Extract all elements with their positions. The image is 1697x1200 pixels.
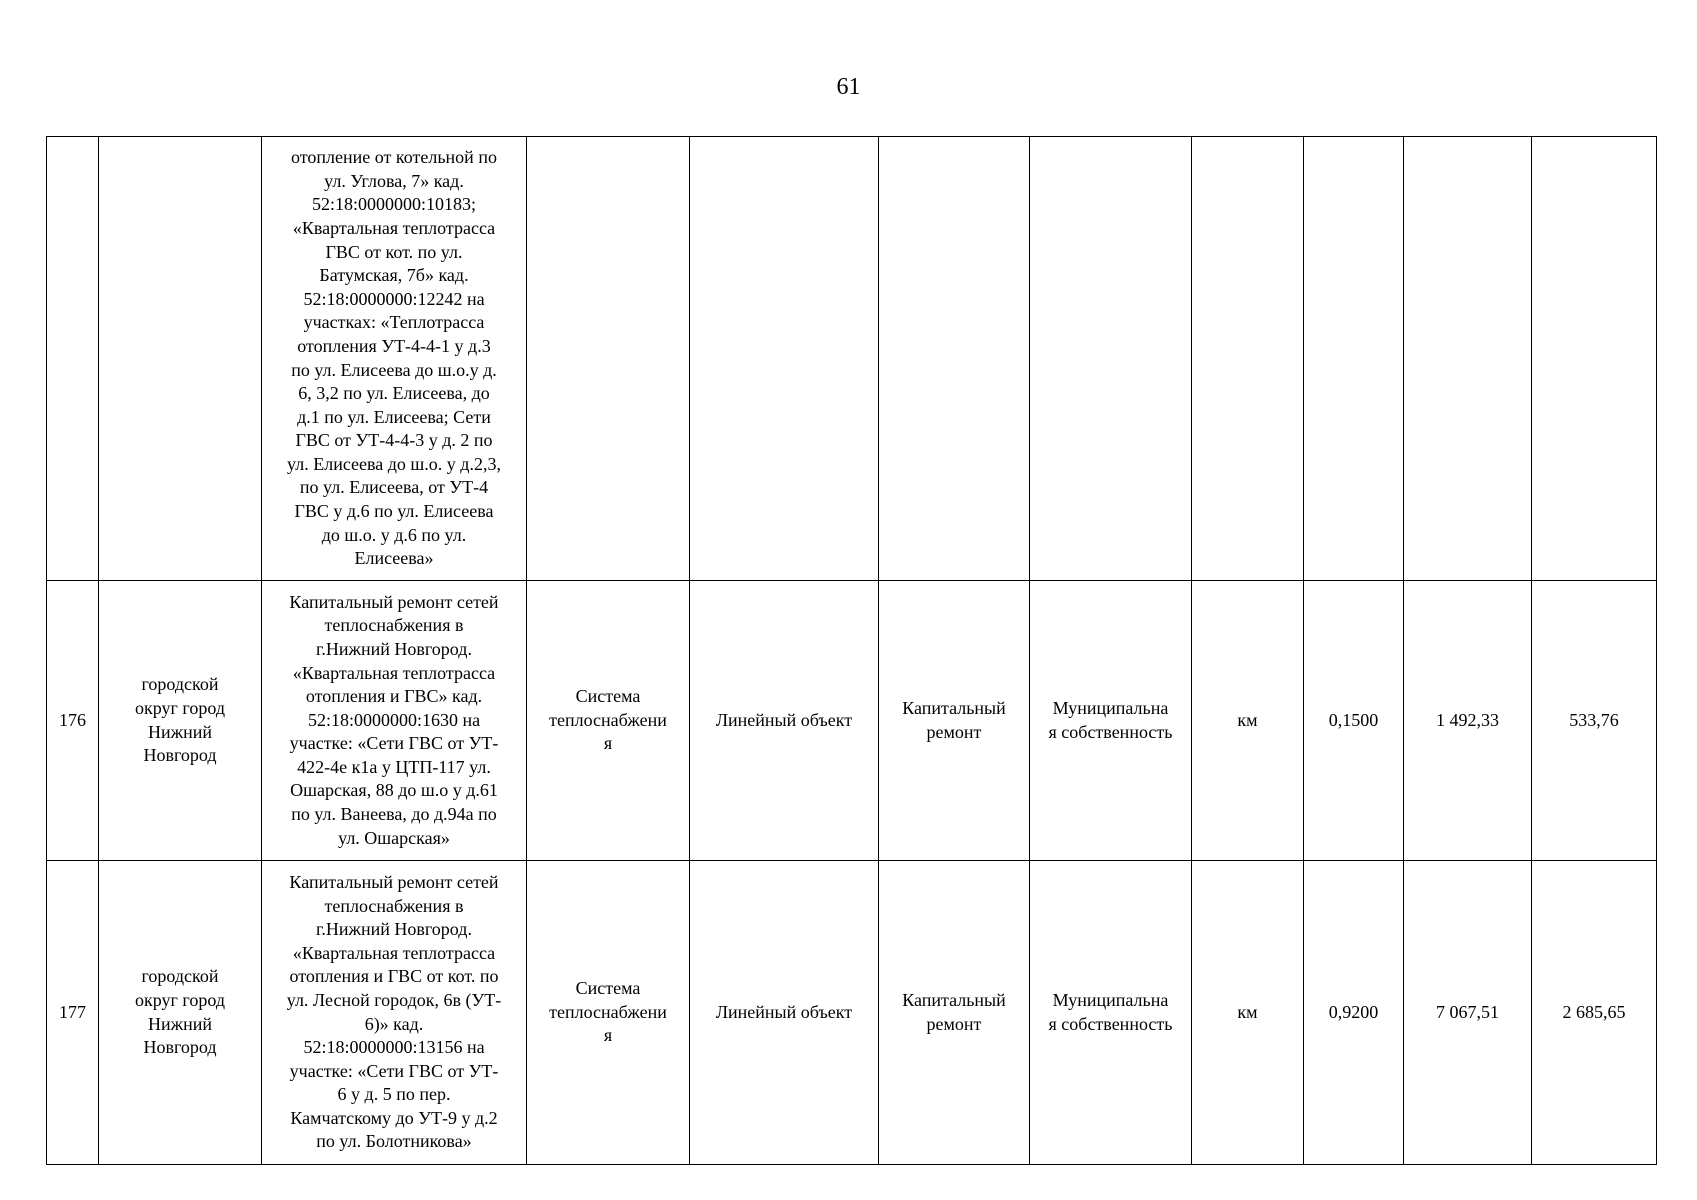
cell-unit: км (1192, 581, 1304, 861)
cell-ownership (1030, 137, 1192, 581)
cell-ownership: Муниципальна я собственность (1030, 581, 1192, 861)
cell-cost-share (1532, 137, 1657, 581)
cell-description: отопление от котельной по ул. Углова, 7» кад. 52:18:0000000:10183; «Квартальная теплотрасса ГВС от кот. по ул. Батумская, 7б» кад. 52:18:0000000:12242 на участках: «Теплотрасса отопления УТ-4-4-1 у д.3 по ул. Елисеева до ш.о.у д. 6, 3,2 по ул. Елисеева, до д.1 по ул. Елисеева; Сети ГВС от УТ-4-4-3 у д. 2 по ул. Елисеева до ш.о. у д.2,3, по ул. Елисеева, от УТ-4 ГВС у д.6 по ул. Елисеева до ш.о. у д.6 по ул. Елисеева» (262, 137, 527, 581)
cell-system: Система теплоснабжени я (527, 581, 690, 861)
cell-unit (1192, 137, 1304, 581)
cell-description: Капитальный ремонт сетей теплоснабжения в г.Нижний Новгород. «Квартальная теплотрасса отопления и ГВС» кад. 52:18:0000000:1630 на участке: «Сети ГВС от УТ- 422-4е к1а у ЦТП-117 ул. Ошарская, 88 до ш.о у д.61 по ул. Ванеева, до д.94а по ул. Ошарская» (262, 581, 527, 861)
table-row (47, 137, 1657, 581)
cell-system: Система теплоснабжени я (527, 861, 690, 1165)
cell-quantity (1304, 137, 1404, 581)
cell-description: Капитальный ремонт сетей теплоснабжения в г.Нижний Новгород. «Квартальная теплотрасса отопления и ГВС от кот. по ул. Лесной городок, 6в (УТ- 6)» кад. 52:18:0000000:13156 на участке: «Сети ГВС от УТ- 6 у д. 5 по пер. Камчатскому до УТ-9 у д.2 по ул. Болотникова» (262, 861, 527, 1165)
cell-cost-total: 7 067,51 (1404, 861, 1532, 1165)
cell-work-type (879, 137, 1030, 581)
cell-district: городской округ город Нижний Новгород (99, 861, 262, 1165)
cell-object-type (690, 137, 879, 581)
cell-district: городской округ город Нижний Новгород (99, 581, 262, 861)
cell-unit: км (1192, 861, 1304, 1165)
cell-number: 176 (47, 581, 99, 861)
cell-system (527, 137, 690, 581)
cell-ownership: Муниципальна я собственность (1030, 861, 1192, 1165)
page-number: 61 (836, 74, 861, 100)
cell-quantity: 0,1500 (1304, 581, 1404, 861)
cell-cost-share: 533,76 (1532, 581, 1657, 861)
cell-work-type: Капитальный ремонт (879, 861, 1030, 1165)
cell-object-type: Линейный объект (690, 861, 879, 1165)
cell-cost-total: 1 492,33 (1404, 581, 1532, 861)
cell-district (99, 137, 262, 581)
cell-cost-total (1404, 137, 1532, 581)
cell-number (47, 137, 99, 581)
cell-object-type: Линейный объект (690, 581, 879, 861)
cell-work-type: Капитальный ремонт (879, 581, 1030, 861)
cell-cost-share: 2 685,65 (1532, 861, 1657, 1165)
cell-number: 177 (47, 861, 99, 1165)
table-row (47, 861, 1657, 1165)
cell-quantity: 0,9200 (1304, 861, 1404, 1165)
projects-table (46, 136, 1657, 1165)
table-row (47, 581, 1657, 861)
